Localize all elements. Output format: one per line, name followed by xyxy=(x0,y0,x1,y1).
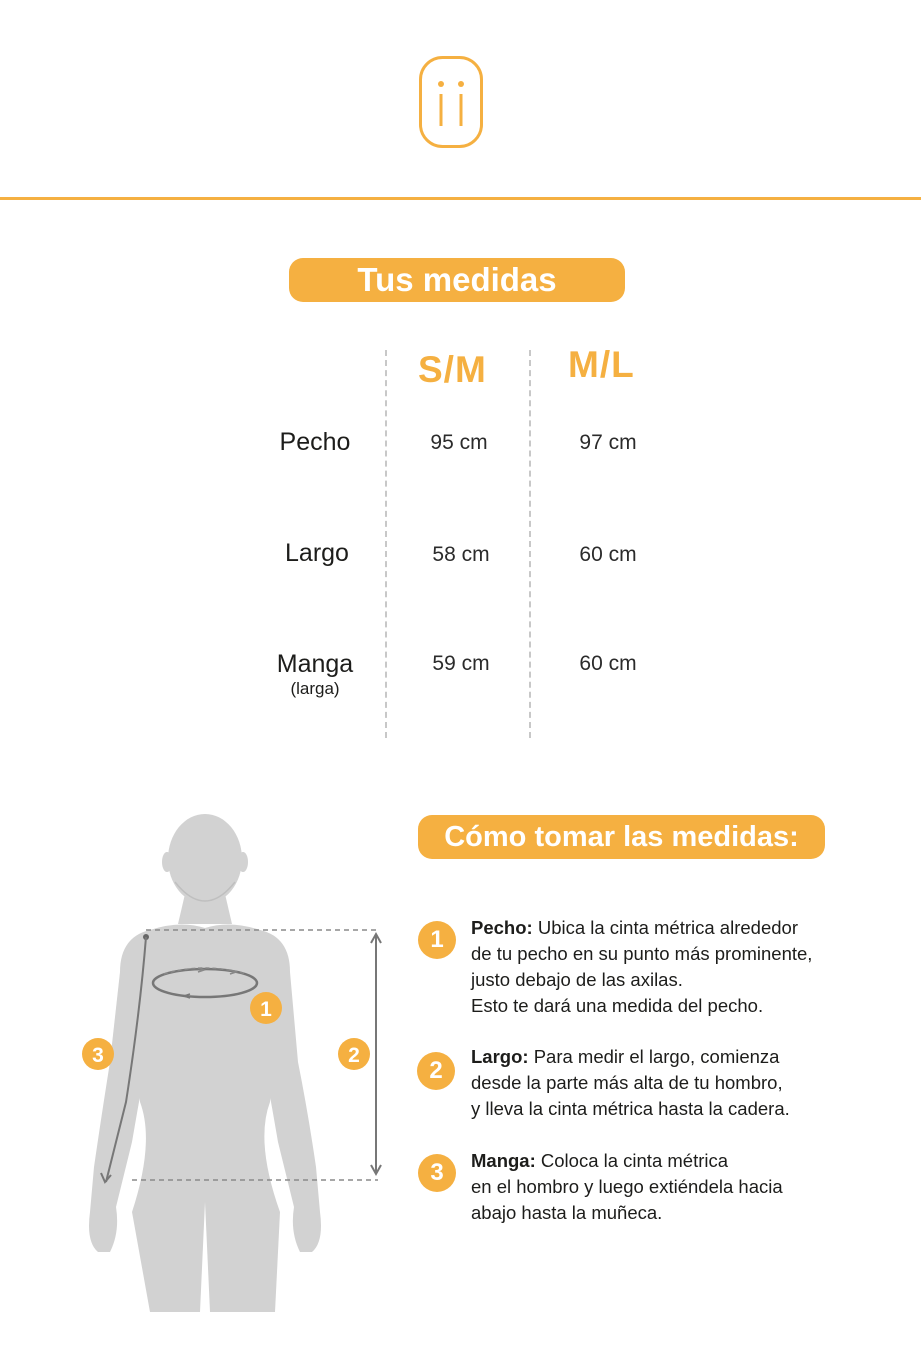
step-line: Esto te dará una medida del pecho. xyxy=(471,995,764,1016)
body-measurement-figure xyxy=(80,812,390,1317)
step-term: Manga: xyxy=(471,1150,536,1171)
table-cell: 58 cm xyxy=(432,543,490,566)
column-divider xyxy=(529,350,531,738)
figure-marker-3: 3 xyxy=(92,1044,104,1067)
step-line: justo debajo de las axilas. xyxy=(471,969,683,990)
step-number-badge: 1 xyxy=(418,921,456,959)
step-pecho xyxy=(471,915,891,1019)
step-number-badge: 2 xyxy=(417,1052,455,1090)
step-term: Pecho: xyxy=(471,917,533,938)
step-line: Coloca la cinta métrica xyxy=(540,1150,729,1171)
table-cell: 95 cm xyxy=(430,431,488,454)
table-cell: 59 cm xyxy=(432,652,490,675)
howto-title: Cómo tomar las medidas: xyxy=(418,815,825,859)
step-line: Ubica la cinta métrica alrededor xyxy=(537,917,798,938)
step-line: Para medir el largo, comienza xyxy=(533,1046,780,1067)
figure-marker-2: 2 xyxy=(348,1044,360,1067)
row-label-pecho: Pecho xyxy=(279,428,351,456)
column-divider xyxy=(385,350,387,738)
header-divider xyxy=(0,197,921,200)
size-header-sm: S/M xyxy=(418,349,487,390)
size-header-ml: M/L xyxy=(568,344,635,385)
step-term: Largo: xyxy=(471,1046,529,1067)
step-largo xyxy=(471,1044,891,1122)
table-cell: 60 cm xyxy=(579,543,637,566)
row-label-manga: Manga xyxy=(276,650,354,678)
step-number-badge: 3 xyxy=(418,1154,456,1192)
step-line: de tu pecho en su punto más prominente, xyxy=(471,943,813,964)
step-manga xyxy=(471,1148,891,1226)
step-line: desde la parte más alta de tu hombro, xyxy=(471,1072,783,1093)
table-cell: 97 cm xyxy=(579,431,637,454)
row-label-largo: Largo xyxy=(285,539,349,567)
row-sublabel-larga: (larga) xyxy=(290,679,340,698)
table-cell: 60 cm xyxy=(579,652,637,675)
step-line: en el hombro y luego extiéndela hacia xyxy=(471,1176,783,1197)
page-title: Tus medidas xyxy=(289,258,625,302)
step-line: y lleva la cinta métrica hasta la cadera. xyxy=(471,1098,790,1119)
figure-marker-1: 1 xyxy=(260,998,272,1021)
step-line: abajo hasta la muñeca. xyxy=(471,1202,663,1223)
ii-logo-icon xyxy=(419,56,483,148)
